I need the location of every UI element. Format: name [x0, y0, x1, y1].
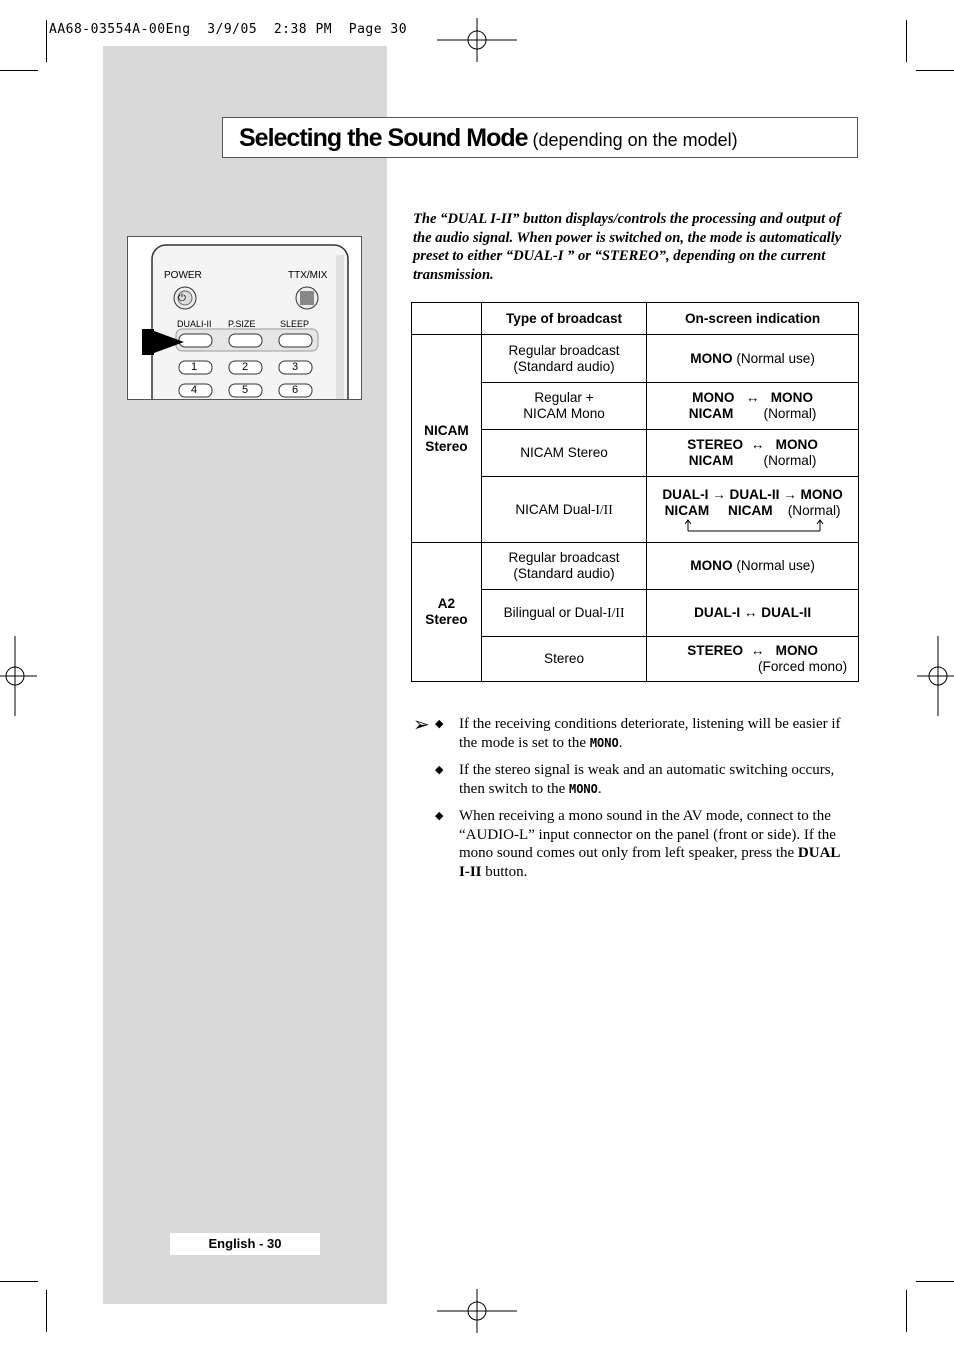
- key-5: 5: [242, 384, 249, 396]
- type-cell: Stereo: [481, 637, 646, 682]
- indication-cell: MONO ↔ MONO NICAM (Normal): [647, 383, 859, 430]
- diamond-bullet-icon: ◆: [435, 718, 444, 730]
- sleep-label: SLEEP: [280, 319, 310, 329]
- power-label: POWER: [164, 270, 202, 281]
- key-6: 6: [292, 384, 299, 396]
- psize-label: P.SIZE: [228, 319, 256, 329]
- type-cell: Bilingual or Dual-I/II: [481, 590, 646, 637]
- remote-illustration: [127, 236, 362, 400]
- title-sub: (depending on the model): [527, 130, 738, 150]
- intro-paragraph: The “DUAL I-II” button displays/controls the processing and output of the audio signal. When power is switched on, the mode is automatically preset to either “DUAL-I ” or “STEREO”, depending on the current transmission.: [413, 211, 842, 283]
- table-row: [412, 335, 859, 383]
- page-number: English - 30: [170, 1233, 320, 1255]
- type-cell: Regular broadcast (Standard audio): [481, 335, 646, 383]
- key-1: 1: [191, 361, 198, 373]
- group-nicam: NICAM Stereo: [412, 335, 482, 543]
- type-cell: NICAM Stereo: [481, 430, 646, 477]
- sound-mode-table: [411, 302, 859, 682]
- type-cell: NICAM Dual-I/II: [481, 477, 646, 543]
- list-item: ◆ If the stereo signal is weak and an automatic switching occurs, then switch to the MONO.: [435, 762, 835, 797]
- group-a2: A2 Stereo: [412, 543, 482, 682]
- return-arrow-icon: [685, 519, 825, 533]
- title-box: [222, 117, 858, 158]
- type-cell: Regular broadcast (Standard audio): [481, 543, 646, 590]
- type-cell: Regular + NICAM Mono: [481, 383, 646, 430]
- header-type: Type of broadcast: [481, 303, 646, 335]
- title-main: Selecting the Sound Mode: [239, 124, 528, 152]
- key-3: 3: [292, 361, 299, 373]
- indication-cell: MONO (Normal use): [647, 543, 859, 590]
- list-item: ◆ If the receiving conditions deteriorate, listening will be easier if the mode is set to the MONO.: [435, 716, 841, 751]
- page-title: [239, 124, 738, 153]
- ttx-label: TTX/MIX: [288, 270, 328, 281]
- dual-label: DUALI-II: [177, 319, 212, 329]
- indication-cell: STEREO ↔ MONO (Forced mono): [647, 637, 859, 682]
- print-header: AA68-03554A-00Eng 3/9/05 2:38 PM Page 30: [49, 22, 408, 37]
- indication-cell: DUAL-I → DUAL-II → MONO NICAM NICAM (Normal): [647, 477, 859, 543]
- key-2: 2: [242, 361, 249, 373]
- note-arrow-icon: ➢: [413, 714, 430, 736]
- list-item: ◆ When receiving a mono sound in the AV mode, connect to the “AUDIO-L” input connector on the panel (front or side). If the mono sound comes out only from left speaker, press the DUAL I-II button.: [435, 808, 840, 880]
- power-icon: ⏻: [178, 293, 186, 304]
- table-header-row: [412, 303, 859, 335]
- indication-cell: MONO (Normal use): [647, 335, 859, 383]
- indication-cell: DUAL-I ↔ DUAL-II: [647, 590, 859, 637]
- table-row: [412, 543, 859, 590]
- key-4: 4: [191, 384, 198, 396]
- indication-cell: STEREO ↔ MONO NICAM (Normal): [647, 430, 859, 477]
- diamond-bullet-icon: ◆: [435, 764, 444, 776]
- header-indication: On-screen indication: [647, 303, 859, 335]
- diamond-bullet-icon: ◆: [435, 810, 444, 822]
